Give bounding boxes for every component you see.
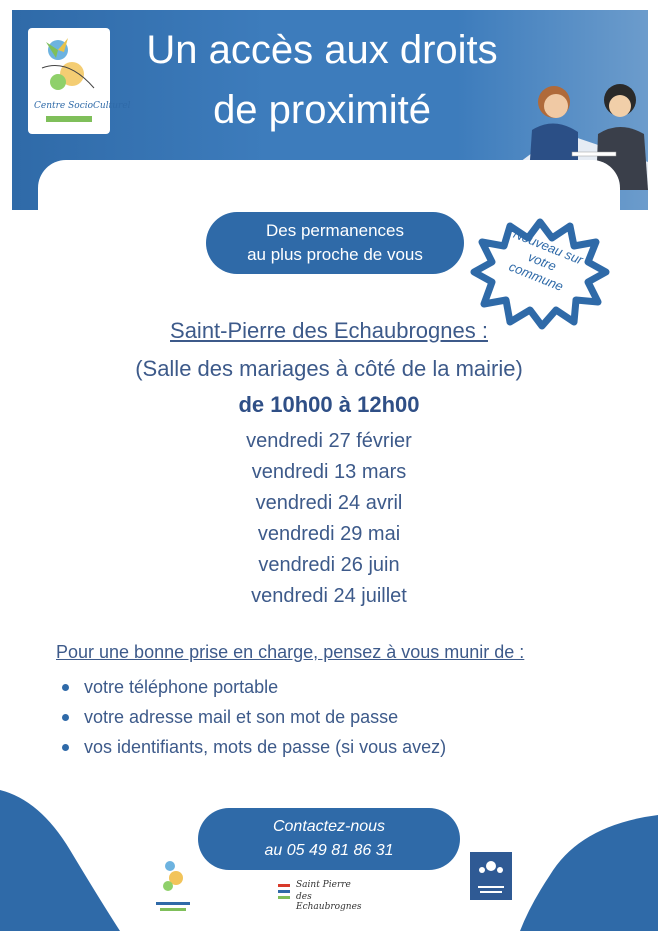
date-item: vendredi 27 février	[246, 430, 412, 452]
date-item: vendredi 24 avril	[255, 492, 403, 514]
decor-corner-right	[520, 815, 658, 931]
title-line-2: de proximité	[213, 88, 431, 132]
caf-logo	[470, 852, 512, 900]
contact-pill	[198, 808, 460, 870]
saint-pierre-logo-line-2: des Echaubrognes	[296, 892, 362, 912]
saint-pierre-logo-line-1: Saint Pierre	[296, 880, 351, 890]
date-item: vendredi 29 mai	[257, 523, 401, 545]
date-item: vendredi 24 juillet	[251, 585, 407, 607]
contact-line-1: Contactez-nous	[272, 818, 386, 835]
decor-corner-left	[0, 790, 120, 931]
dates-list	[0, 426, 658, 612]
saint-pierre-logo	[278, 880, 370, 910]
new-badge-text: Nouveau sur votre commune	[506, 225, 586, 295]
bullet-icon	[62, 714, 69, 721]
bullet-icon	[62, 684, 69, 691]
list-item-text: votre adresse mail et son mot de passe	[84, 707, 399, 727]
logo-text: Centre SocioCulturel	[34, 101, 131, 111]
reminder-list	[58, 672, 618, 762]
reminder-heading: Pour une bonne prise en charge, pensez à vous munir de :	[56, 642, 525, 662]
centre-socioculturel-footer-logo	[148, 856, 198, 914]
pill-line-1: Des permanences	[266, 221, 404, 240]
permanences-pill	[206, 212, 464, 274]
family-icon	[470, 852, 512, 900]
list-item	[58, 672, 618, 702]
contact-phone: au 05 49 81 86 31	[264, 842, 394, 859]
pinwheel-icon	[28, 28, 131, 134]
date-item: vendredi 13 mars	[251, 461, 407, 483]
location-place: Saint-Pierre des Echaubrognes :	[170, 318, 488, 343]
opening-hours: de 10h00 à 12h00	[238, 392, 420, 417]
list-item-text: votre téléphone portable	[84, 677, 279, 697]
page-title	[112, 20, 532, 140]
date-item: vendredi 26 juin	[258, 554, 400, 576]
list-item	[58, 732, 618, 762]
bullet-icon	[62, 744, 69, 751]
centre-socioculturel-logo	[28, 28, 131, 134]
location-room: (Salle des mariages à côté de la mairie)	[135, 356, 523, 381]
pill-line-2: au plus proche de vous	[247, 245, 423, 264]
stripes-icon	[278, 882, 292, 902]
list-item	[58, 702, 618, 732]
list-item-text: vos identifiants, mots de passe (si vous avez)	[84, 737, 447, 757]
title-line-1: Un accès aux droits	[146, 28, 498, 72]
